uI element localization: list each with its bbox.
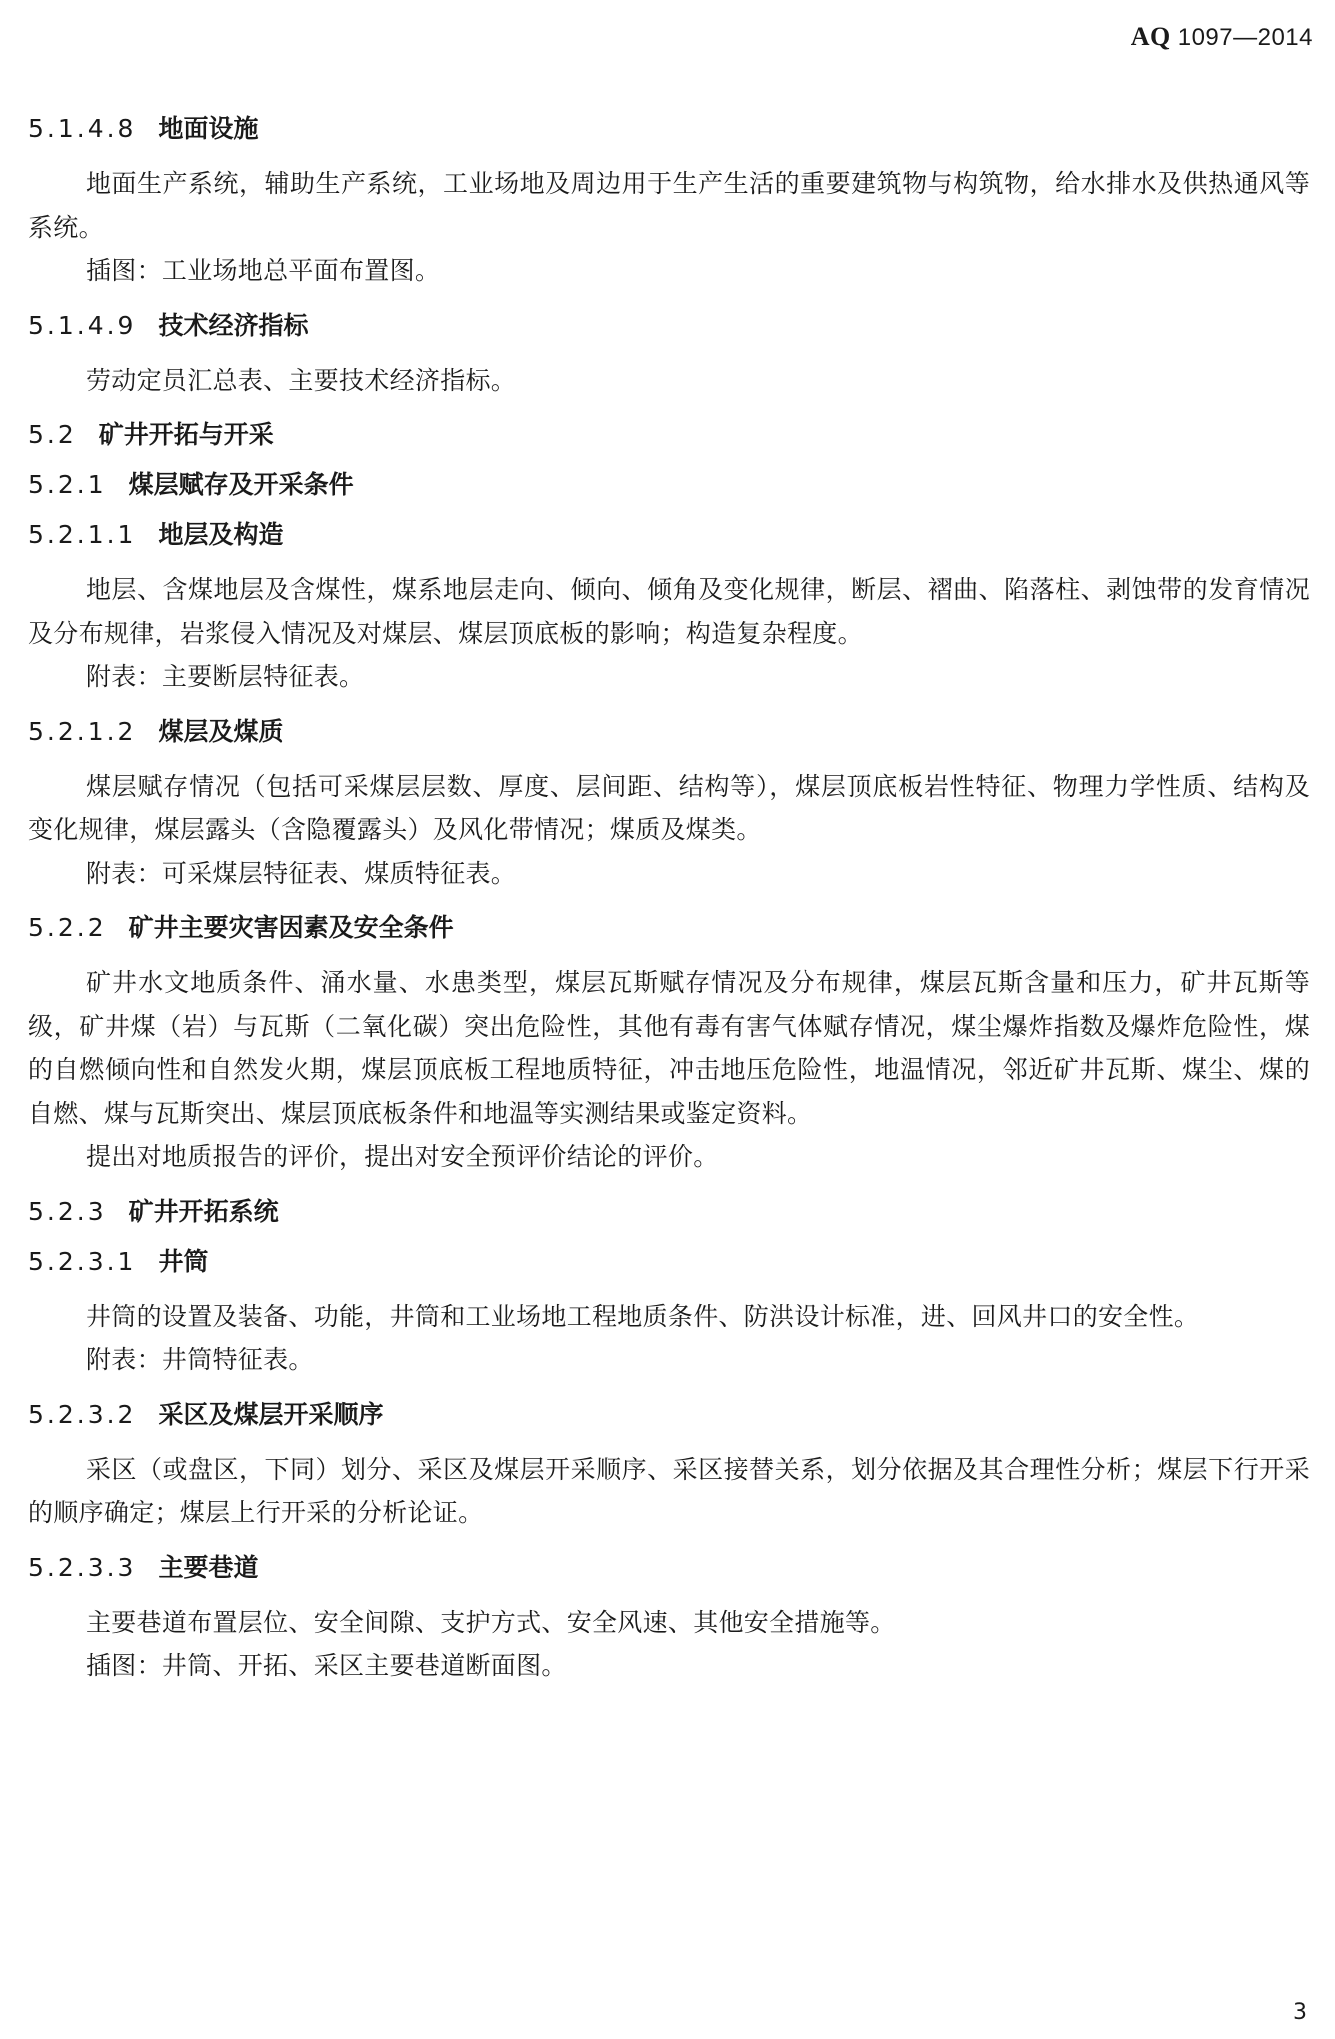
section-title: 矿井开拓与开采	[98, 420, 274, 449]
paragraph: 附表：主要断层特征表。	[86, 662, 365, 691]
standard-number: 1097—2014	[1177, 24, 1313, 51]
paragraph: 插图：井筒、开拓、采区主要巷道断面图。	[86, 1651, 567, 1680]
section-number: 5.2.2	[28, 913, 107, 942]
section-title: 煤层赋存及开采条件	[128, 470, 354, 499]
paragraph: 矿井水文地质条件、涌水量、水患类型，煤层瓦斯赋存情况及分布规律，煤层瓦斯含量和压力，矿井瓦斯等级，矿井煤（岩）与瓦斯（二氧化碳）突出危险性，其他有毒有害气体赋存情况，煤尘爆炸指数及爆炸危险性，煤的自燃倾向性和自然发火期，煤层顶底板工程地质特征，冲击地压危险性，地温情况，邻近矿井瓦斯、煤尘、煤的自燃、煤与瓦斯突出、煤层顶底板条件和地温等实测结果或鉴定资料。	[28, 968, 1310, 1128]
section-number: 5.2.1.1	[28, 520, 137, 549]
paragraph: 采区（或盘区，下同）划分、采区及煤层开采顺序、采区接替关系，划分依据及其合理性分析；煤层下行开采的顺序确定；煤层上行开采的分析论证。	[28, 1454, 1310, 1527]
section-title: 井筒	[158, 1246, 209, 1276]
section-title: 煤层及煤质	[158, 716, 284, 746]
section-heading	[28, 911, 1310, 945]
section-number: 5.2.3	[28, 1196, 107, 1226]
section-heading	[28, 715, 1310, 749]
paragraph: 附表：井筒特征表。	[86, 1345, 314, 1374]
section-number: 5.2.3.1	[28, 1246, 137, 1276]
paragraph: 附表：可采煤层特征表、煤质特征表。	[86, 858, 517, 888]
paragraph: 地层、含煤地层及含煤性，煤系地层走向、倾向、倾角及变化规律，断层、褶曲、陷落柱、剥蚀带的发育情况及分布规律，岩浆侵入情况及对煤层、煤层顶底板的影响；构造复杂程度。	[28, 575, 1310, 648]
section-heading	[28, 418, 1310, 452]
section-title: 矿井主要灾害因素及安全条件	[128, 913, 454, 942]
section-number: 5.2.1	[28, 470, 107, 499]
section-number: 5.2.1.2	[28, 716, 137, 746]
section-heading	[28, 1245, 1310, 1279]
section-number: 5.2.3.3	[28, 1552, 137, 1582]
section-title: 技术经济指标	[158, 310, 309, 340]
section-heading	[28, 1195, 1310, 1229]
section-heading	[28, 468, 1310, 502]
section-title: 地层及构造	[158, 520, 284, 549]
section-heading	[28, 112, 1310, 146]
section-number: 5.1.4.8	[28, 114, 137, 143]
section-heading	[28, 518, 1310, 552]
section-title: 地面设施	[158, 114, 259, 143]
page-number: 3	[1293, 2000, 1307, 2025]
section-title: 主要巷道	[158, 1552, 259, 1582]
section-number: 5.2	[28, 420, 77, 449]
standard-prefix: AQ	[1130, 22, 1171, 51]
section-title: 矿井开拓系统	[128, 1196, 279, 1226]
section-number: 5.2.3.2	[28, 1399, 137, 1429]
paragraph: 劳动定员汇总表、主要技术经济指标。	[86, 365, 517, 395]
document-body	[28, 112, 1310, 1688]
paragraph: 提出对地质报告的评价，提出对安全预评价结论的评价。	[86, 1142, 719, 1171]
section-number: 5.1.4.9	[28, 310, 137, 340]
section-heading	[28, 1551, 1310, 1585]
paragraph: 主要巷道布置层位、安全间隙、支护方式、安全风速、其他安全措施等。	[86, 1607, 896, 1637]
paragraph: 插图：工业场地总平面布置图。	[86, 256, 441, 285]
section-heading	[28, 1398, 1310, 1432]
paragraph: 煤层赋存情况（包括可采煤层层数、厚度、层间距、结构等），煤层顶底板岩性特征、物理力学性质、结构及变化规律，煤层露头（含隐覆露头）及风化带情况；煤质及煤类。	[28, 771, 1310, 844]
paragraph: 井筒的设置及装备、功能，井筒和工业场地工程地质条件、防洪设计标准，进、回风井口的安全性。	[86, 1301, 1200, 1331]
paragraph: 地面生产系统，辅助生产系统，工业场地及周边用于生产生活的重要建筑物与构筑物，给水排水及供热通风等系统。	[28, 169, 1310, 242]
section-title: 采区及煤层开采顺序	[158, 1399, 384, 1429]
standard-header	[1131, 22, 1313, 52]
section-heading	[28, 309, 1310, 343]
